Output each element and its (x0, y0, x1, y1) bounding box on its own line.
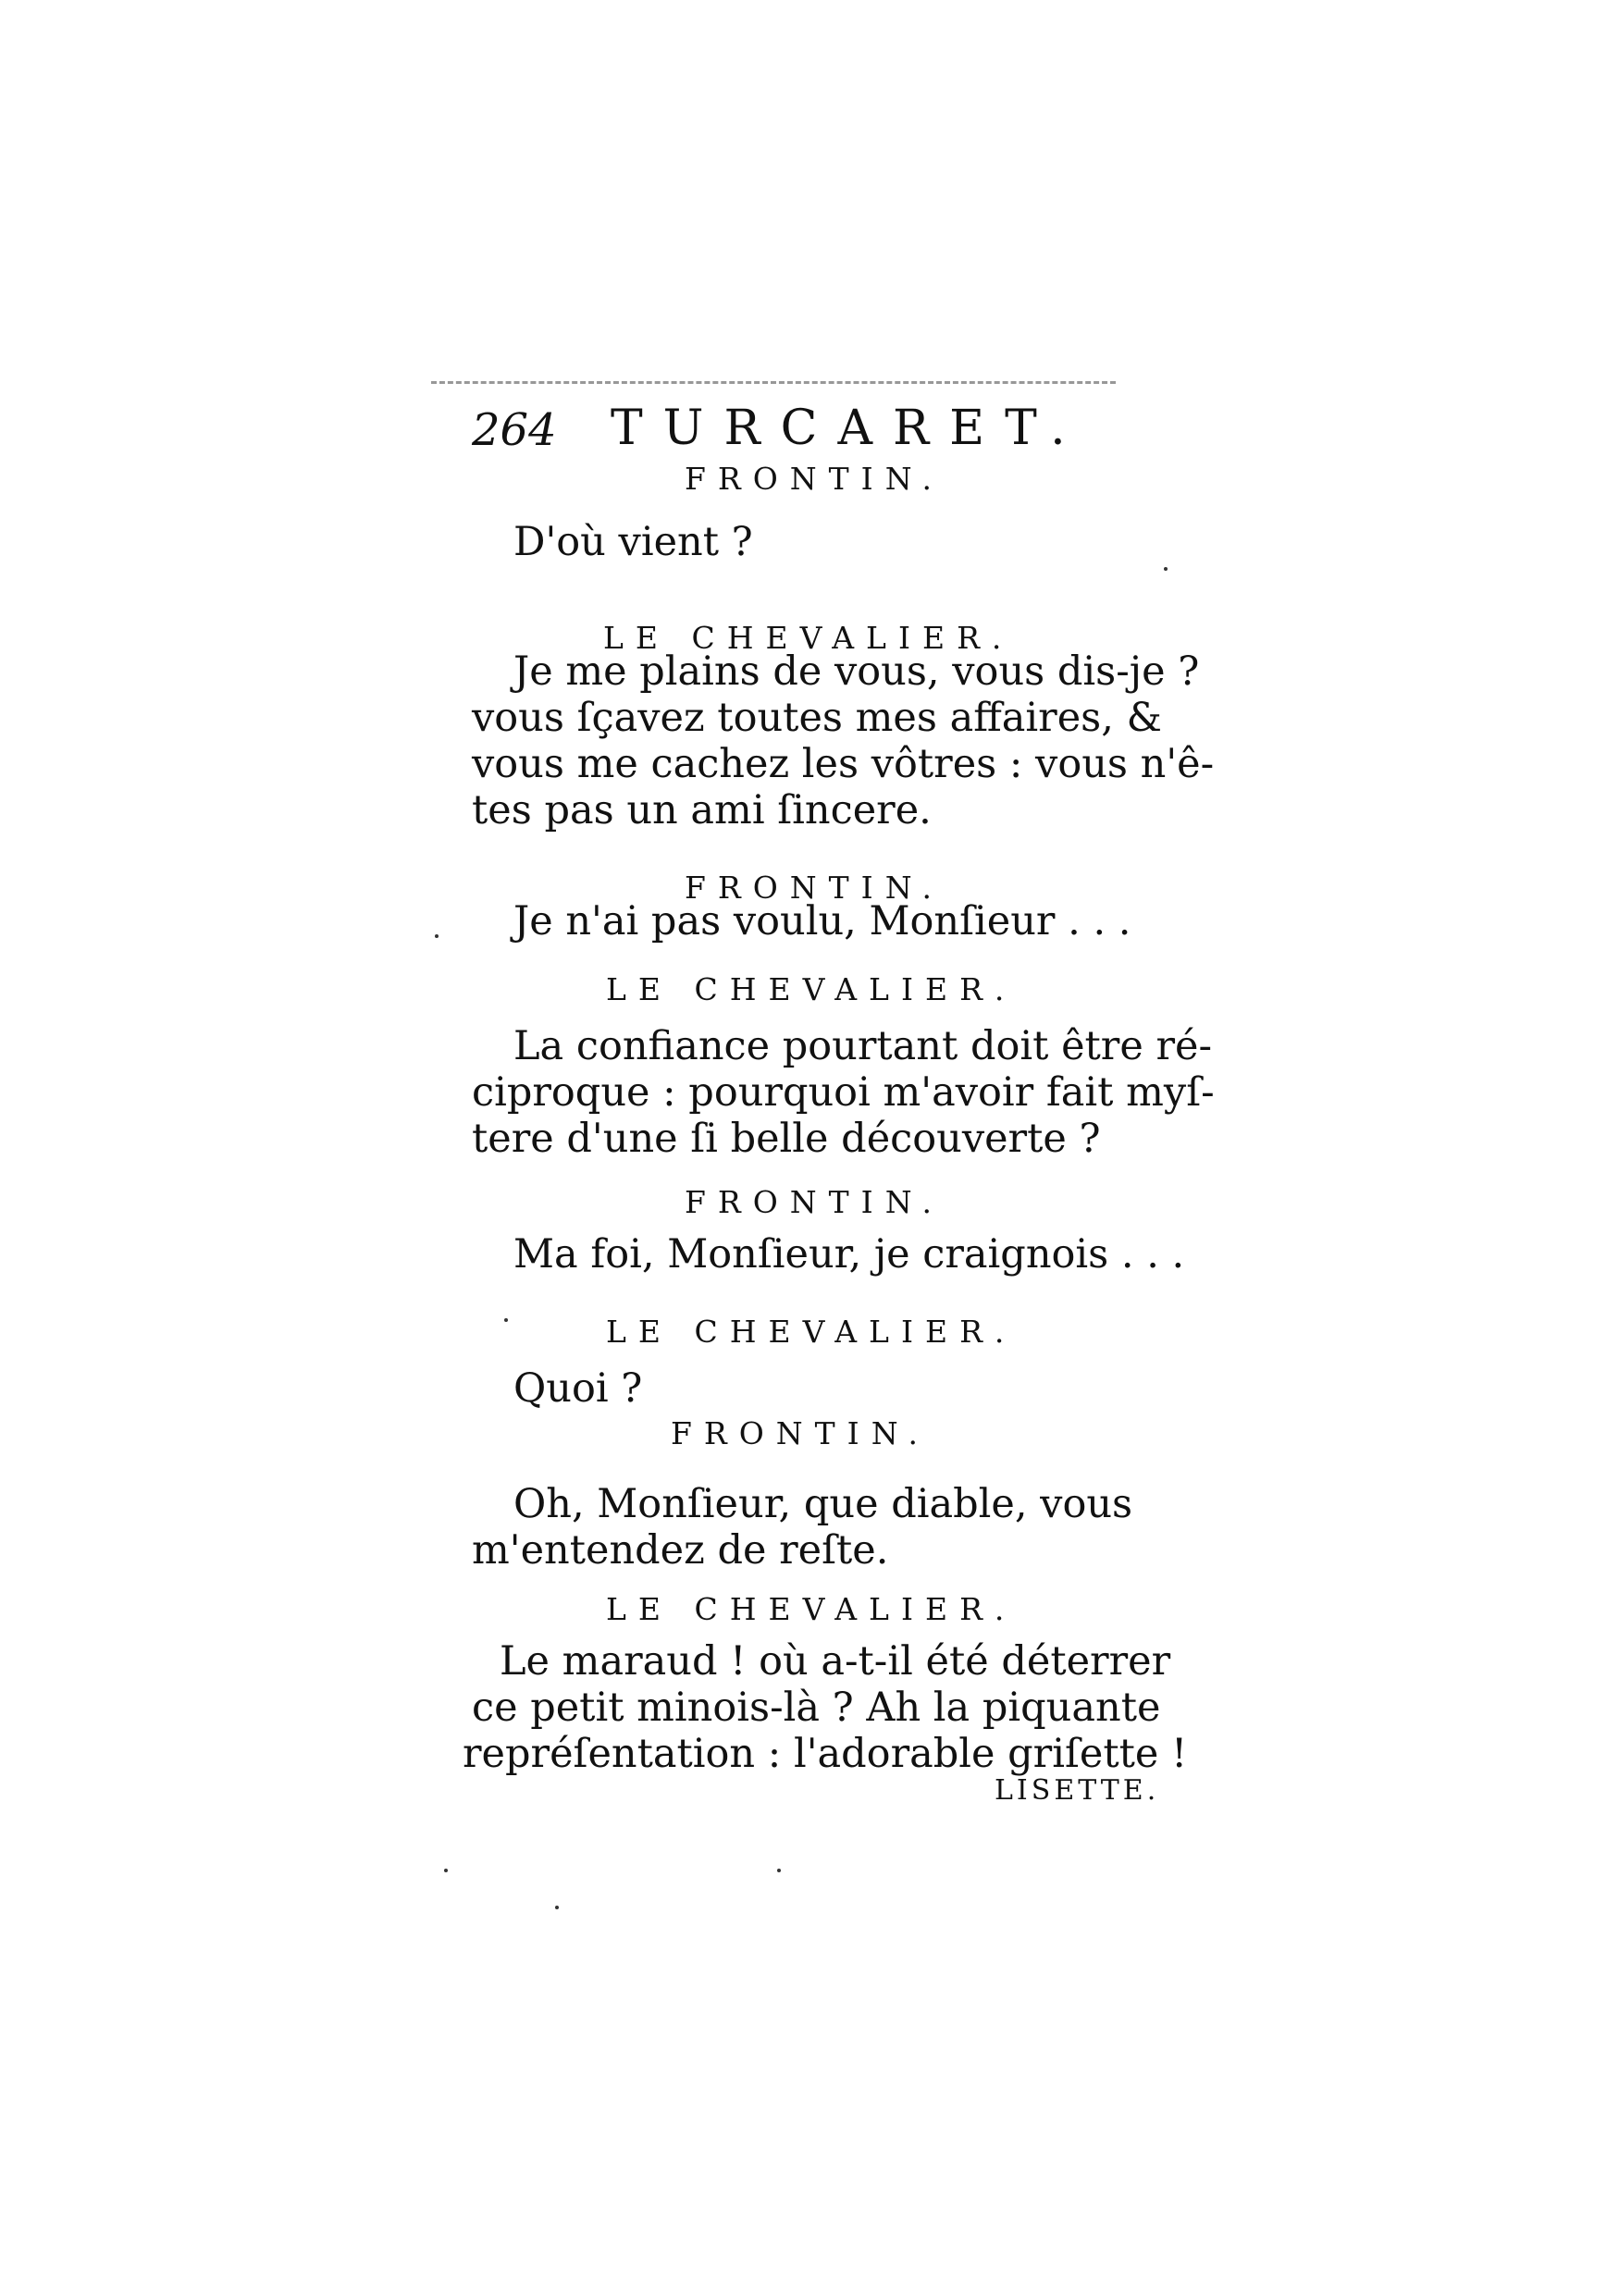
print-speck (444, 1869, 448, 1872)
speaker-name: LE CHEVALIER. (606, 1591, 1017, 1627)
speech-line: ciproque : pourquoi m'avoir fait myſ- (472, 1069, 1215, 1116)
speech-line: Quoi ? (513, 1365, 643, 1412)
speech-line: Je n'ai pas voulu, Monſieur . . . (513, 898, 1131, 944)
speech-line: Oh, Monſieur, que diable, vous (513, 1481, 1133, 1527)
speech-line: D'où vient ? (513, 519, 753, 565)
speech-line: m'entendez de reſte. (472, 1527, 889, 1574)
speaker-name: LE CHEVALIER. (603, 620, 1014, 656)
speech-line: Le maraud ! où a-t-il été déterrer (500, 1638, 1171, 1685)
speaker-name: FRONTIN. (685, 870, 944, 906)
speech-line: vous me cachez les vôtres : vous n'ê- (472, 741, 1215, 787)
speech-line: ce petit minois-là ? Ah la piquante (472, 1685, 1161, 1731)
print-speck (435, 934, 439, 938)
speech-line: Ma foi, Monſieur, je craignois . . . (513, 1231, 1185, 1278)
print-speck (1164, 567, 1168, 571)
speech-line: tere d'une ſi belle découverte ? (472, 1116, 1101, 1162)
print-speck (504, 1318, 508, 1322)
speaker-name: FRONTIN. (685, 1184, 944, 1220)
speech-line: La confiance pourtant doit être ré- (513, 1023, 1212, 1069)
speech-line: Je me plains de vous, vous dis-je ? (513, 648, 1200, 695)
page-header (472, 393, 1138, 467)
speaker-name: LE CHEVALIER. (606, 971, 1017, 1007)
speaker-name: LE CHEVALIER. (606, 1314, 1017, 1350)
speech-line: vous ſçavez toutes mes affaires, & (472, 695, 1162, 741)
header-rule (431, 381, 1116, 384)
speaker-name: FRONTIN. (685, 461, 944, 497)
page-number: 264 (472, 404, 557, 456)
speech-line: repréſentation : l'adorable griſette ! (463, 1731, 1188, 1777)
running-title: TURCARET. (611, 401, 1086, 456)
print-speck (777, 1869, 781, 1872)
print-speck (555, 1906, 559, 1909)
speaker-name: FRONTIN. (671, 1415, 930, 1451)
speech-line: tes pas un ami ſincere. (472, 787, 932, 833)
catchword: LISETTE. (995, 1774, 1160, 1807)
